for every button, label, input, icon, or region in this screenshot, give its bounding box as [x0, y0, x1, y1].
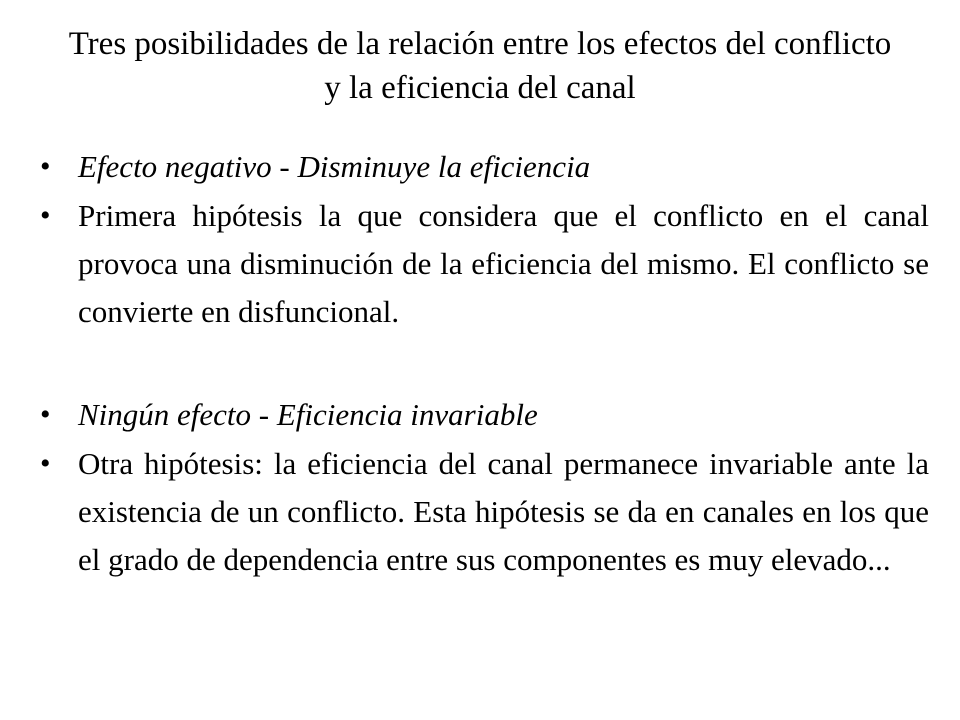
bullet-text: Otra hipótesis: la eficiencia del canal permanece invariable ante la existencia de un conflicto. Esta hipótesis se da en canales en los que el grado de dependencia entre sus componentes es muy elevado... — [78, 446, 929, 577]
bullet-icon: • — [40, 150, 51, 183]
slide-title: Tres posibilidades de la relación entre los efectos del conflicto y la eficiencia del canal — [68, 26, 892, 106]
bullet-icon: • — [40, 447, 51, 480]
bullet-text: Primera hipótesis la que considera que el conflicto en el canal provoca una disminución de la eficiencia del mismo. El conflicto se convierte en disfuncional. — [78, 198, 929, 329]
bullet-icon: • — [40, 199, 51, 232]
bullet-text: Efecto negativo - Disminuye la eficiencia — [78, 149, 591, 184]
bullet-text: Ningún efecto - Eficiencia invariable — [78, 397, 538, 432]
bullet-icon: • — [40, 398, 51, 431]
